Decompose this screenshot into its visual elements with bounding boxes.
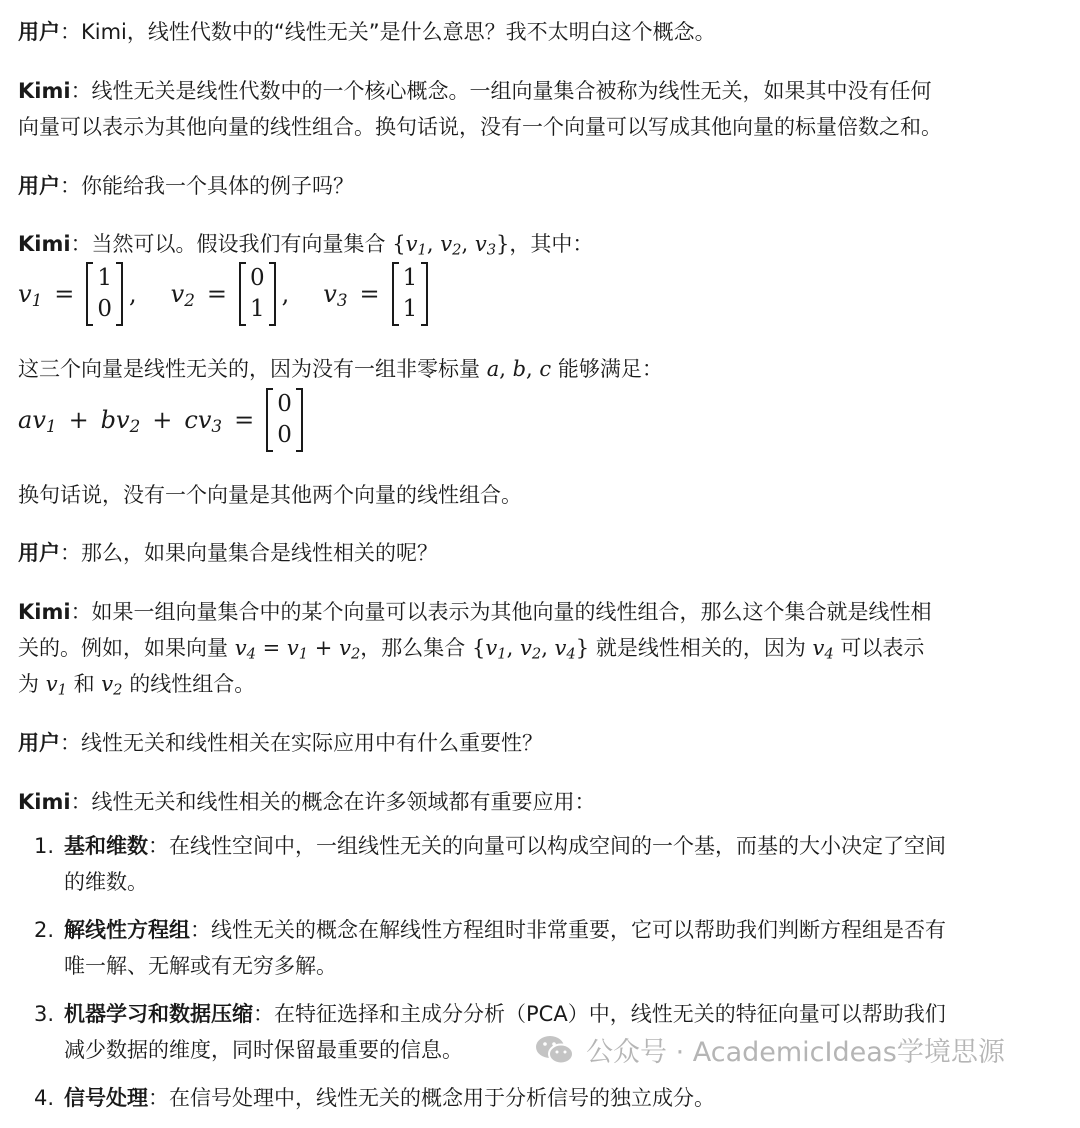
turn-kimi-1-cont [18,109,942,145]
speaker-label: 用户 [18,20,60,44]
speaker-label: Kimi [18,232,71,256]
speaker-label: 用户 [18,731,60,755]
message-text: ：线性无关和线性相关在实际应用中有什么重要性？ [60,731,543,755]
message-text: 向量可以表示为其他向量的线性组合。换句话说，没有一个向量可以写成其他向量的标量倍数之和。 [18,115,942,139]
wechat-icon [534,1033,576,1067]
message-text: ：那么，如果向量集合是线性相关的呢？ [60,541,438,565]
list-item: 1. 基和维数：在线性空间中，一组线性无关的向量可以构成空间的一个基，而基的大小决定了空间 的维数。 [34,834,946,894]
speaker-label: 用户 [18,541,60,565]
vector-symbol: $v_2$ [170,280,195,311]
vector-set: {$v_1$, $v_2$, $v_3$} [392,232,510,259]
example-explanation: 这三个向量是线性无关的，因为没有一组非零标量 a, b, c 能够满足： [18,357,663,381]
turn-user-1 [18,14,716,50]
message-text: ：Kimi，线性代数中的“线性无关”是什么意思？我不太明白这个概念。 [60,20,716,44]
speaker-label: Kimi [18,790,71,814]
message-text: ：你能给我一个具体的例子吗？ [60,174,354,198]
turn-user-4 [18,725,543,761]
applications-list [18,828,1068,1128]
message-text: ：线性无关和线性相关的概念在许多领域都有重要应用： [70,790,596,814]
turn-kimi-3 [18,594,932,630]
column-vector: 0 1 [239,262,276,326]
linear-combination-equation: $av_1$ + $bv_2$ + $cv_3$ = 0 0 [18,388,303,452]
vector-symbol: $v_3$ [323,280,348,311]
watermark: 公众号 · AcademicIdeas学境思源 [534,1030,1005,1069]
message-text: ，其中： [509,232,594,256]
vector-symbol: $v_1$ [18,280,43,311]
turn-user-2 [18,168,354,204]
speaker-label: Kimi [18,600,71,624]
turn-kimi-3-cont: 关的。例如，如果向量 $v_4 = v_1 + v_2$，那么集合 {$v_1$, $v_2$, $v_4$} 就是线性相关的，因为 $v_4$ 可以表示 [18,636,925,663]
example-conclusion: 换句话说，没有一个向量是其他两个向量的线性组合。 [18,483,522,507]
list-item: 4. 信号处理：在信号处理中，线性无关的概念用于分析信号的独立成分。 [34,1086,715,1110]
turn-kimi-4 [18,784,596,820]
vector-definitions: $v_1$ = 1 0 , $v_2$ = 0 1 , $v_3$ = 1 1 [18,262,428,326]
list-item: 3. 机器学习和数据压缩：在特征选择和主成分分析（PCA）中，线性无关的特征向量可以帮助我们 减少数据的维度，同时保留最重要的信息。 [34,1002,946,1062]
speaker-label: 用户 [18,174,60,198]
turn-kimi-1 [18,73,932,109]
speaker-label: Kimi [18,79,71,103]
scalars: a, b, c [486,357,552,381]
column-vector: 1 0 [86,262,123,326]
turn-user-3 [18,535,438,571]
message-text: ：线性无关是线性代数中的一个核心概念。一组向量集合被称为线性无关，如果其中没有任何 [70,79,932,103]
turn-kimi-3-cont2: 为 $v_1$ 和 $v_2$ 的线性组合。 [18,672,256,699]
message-text: ：如果一组向量集合中的某个向量可以表示为其他向量的线性组合，那么这个集合就是线性相 [70,600,932,624]
zero-vector: 0 0 [266,388,303,452]
column-vector: 1 1 [392,262,429,326]
list-item: 2. 解线性方程组：线性无关的概念在解线性方程组时非常重要，它可以帮助我们判断方程组是否有 唯一解、无解或有无穷多解。 [34,918,946,978]
turn-kimi-2 [18,226,593,262]
message-text: ：当然可以。假设我们有向量集合 [70,232,393,256]
